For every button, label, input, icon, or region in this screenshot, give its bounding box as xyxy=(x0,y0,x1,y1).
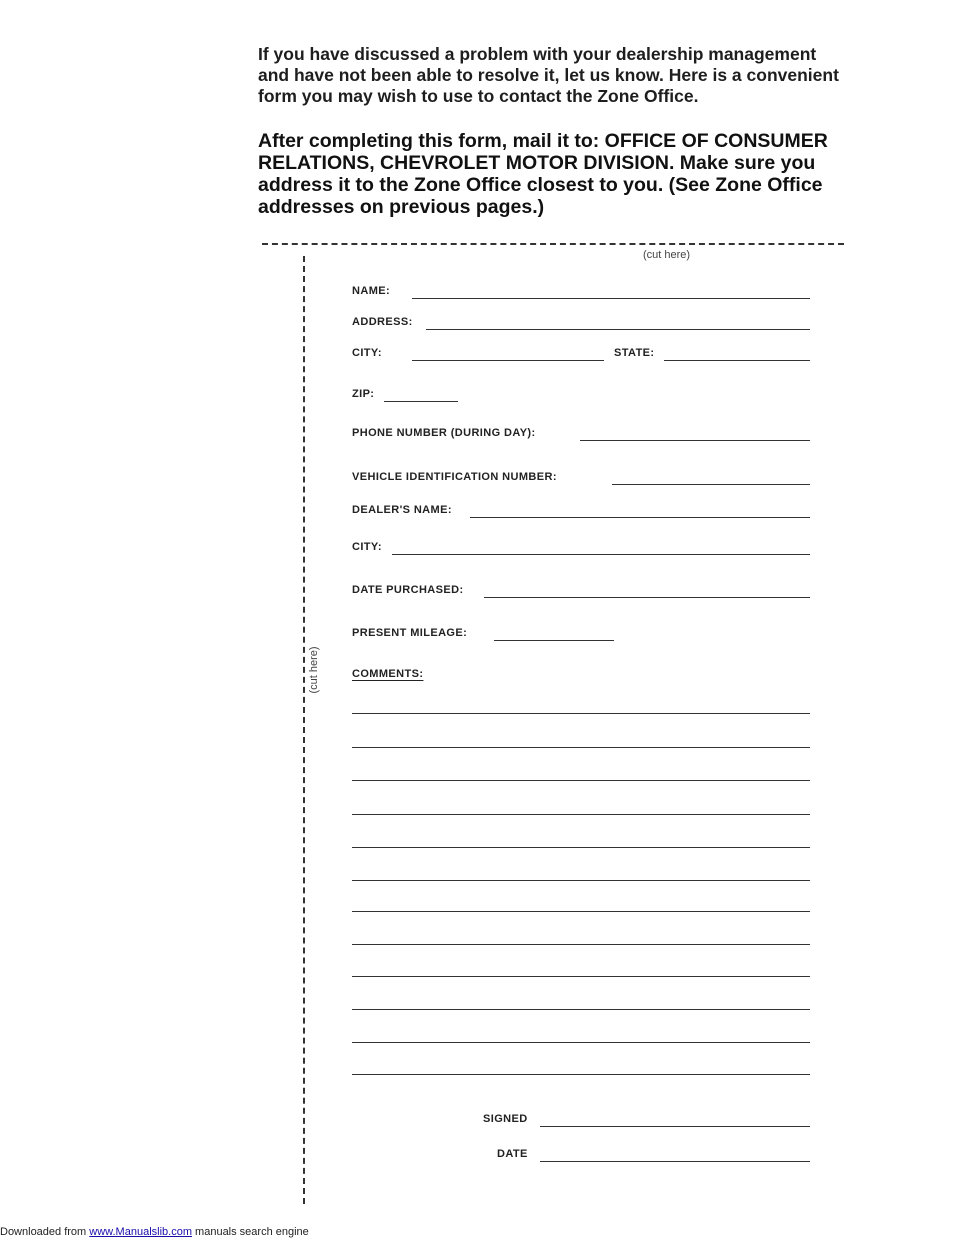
vertical-cut-line xyxy=(303,256,305,1204)
address-label: ADDRESS: xyxy=(352,316,413,328)
comment-line[interactable] xyxy=(352,713,810,714)
comments-label: COMMENTS: xyxy=(352,668,424,680)
date-field[interactable] xyxy=(540,1161,810,1162)
dealer-city-label: CITY: xyxy=(352,541,382,553)
comment-line[interactable] xyxy=(352,976,810,977)
comment-line[interactable] xyxy=(352,747,810,748)
cut-here-side-label: (cut here) xyxy=(308,646,320,694)
vin-field[interactable] xyxy=(612,484,810,485)
manualslib-link[interactable]: www.Manualslib.com xyxy=(89,1226,192,1238)
date-purchased-field[interactable] xyxy=(484,597,810,598)
signature-field[interactable] xyxy=(540,1126,810,1127)
zip-field[interactable] xyxy=(384,401,458,402)
signed-label: SIGNED xyxy=(483,1113,528,1125)
download-footer xyxy=(0,1226,309,1238)
state-field[interactable] xyxy=(664,360,810,361)
dealer-city-field[interactable] xyxy=(392,554,810,555)
name-label: NAME: xyxy=(352,285,391,297)
footer-prefix: Downloaded from xyxy=(0,1226,87,1238)
dealer-name-field[interactable] xyxy=(470,517,810,518)
mailing-instructions: After completing this form, mail it to: OFFICE OF CONSUMER RELATIONS, CHEVROLET MOTOR DIVISION. Make sure you address it to the Zone Office closest to you. (See Zone Office addresses on previous pages.) xyxy=(258,130,828,218)
comment-line[interactable] xyxy=(352,944,810,945)
name-field[interactable] xyxy=(412,298,810,299)
present-mileage-label: PRESENT MILEAGE: xyxy=(352,627,468,639)
date-label: DATE xyxy=(497,1148,528,1160)
city-field[interactable] xyxy=(412,360,604,361)
comment-line[interactable] xyxy=(352,847,810,848)
horizontal-cut-line xyxy=(262,243,844,245)
intro-paragraph: If you have discussed a problem with your dealership management and have not been able to resolve it, let us know. Here is a convenient form you may wish to use to contact the Zone Office. xyxy=(258,44,839,106)
address-field[interactable] xyxy=(426,329,810,330)
dealer-name-label: DEALER'S NAME: xyxy=(352,504,452,516)
comment-line[interactable] xyxy=(352,1074,810,1075)
city-label: CITY: xyxy=(352,347,382,359)
cut-here-top-label: (cut here) xyxy=(643,249,691,261)
phone-number-label: PHONE NUMBER (DURING DAY): xyxy=(352,427,536,439)
comment-line[interactable] xyxy=(352,814,810,815)
phone-number-field[interactable] xyxy=(580,440,810,441)
comment-line[interactable] xyxy=(352,880,810,881)
state-label: STATE: xyxy=(614,347,655,359)
date-purchased-label: DATE PURCHASED: xyxy=(352,584,464,596)
vin-label: VEHICLE IDENTIFICATION NUMBER: xyxy=(352,471,557,483)
comment-line[interactable] xyxy=(352,1042,810,1043)
zip-label: ZIP: xyxy=(352,388,375,400)
comment-line[interactable] xyxy=(352,780,810,781)
comment-line[interactable] xyxy=(352,1009,810,1010)
footer-suffix: manuals search engine xyxy=(195,1226,309,1238)
comment-line[interactable] xyxy=(352,911,810,912)
present-mileage-field[interactable] xyxy=(494,640,614,641)
